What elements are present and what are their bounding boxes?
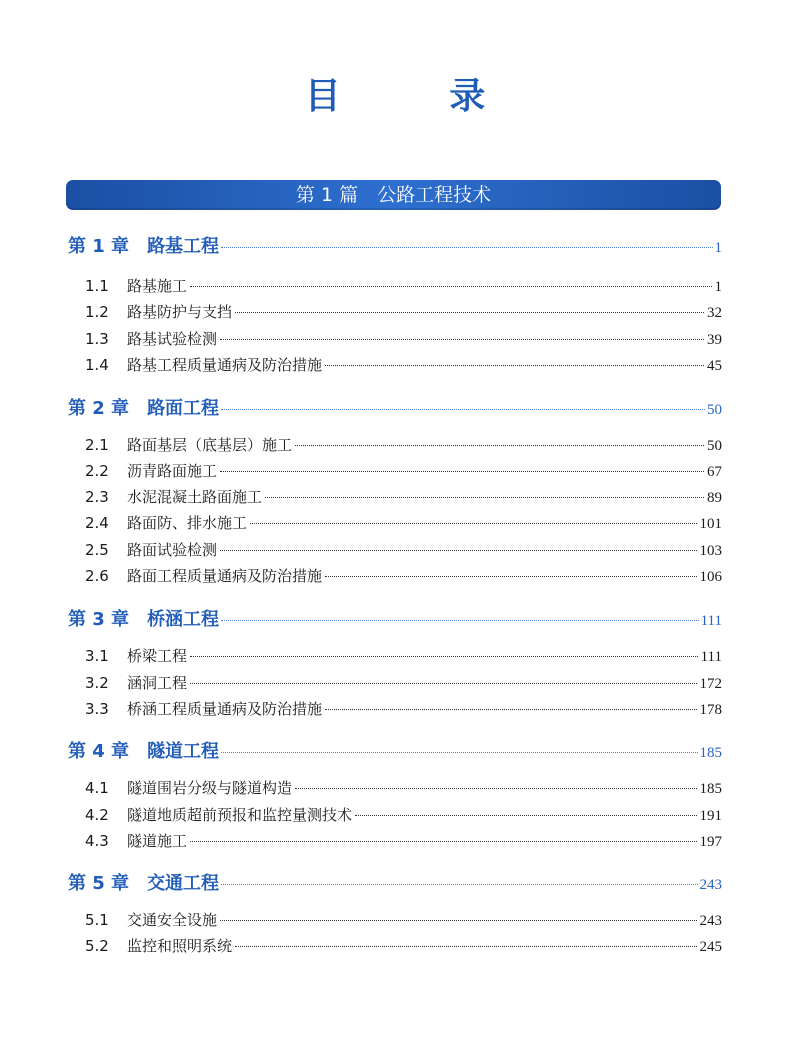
section-page: 178	[699, 702, 722, 718]
dot-leader	[220, 339, 704, 340]
chapter-number: 第 1 章	[68, 236, 130, 257]
section-number: 4.1	[85, 779, 109, 797]
section-entry-2-6[interactable]	[68, 565, 722, 586]
section-title: 交通安全设施	[127, 911, 218, 929]
section-entry-1-3[interactable]	[68, 328, 722, 349]
chapter-title: 路面工程	[147, 398, 220, 419]
chapter-4-entry[interactable]	[68, 737, 722, 763]
section-title: 桥涵工程质量通病及防治措施	[127, 700, 323, 718]
section-entry-4-3[interactable]	[68, 830, 722, 851]
section-number: 3.3	[85, 700, 109, 718]
chapter-3-entry[interactable]	[68, 605, 722, 631]
section-number: 5.2	[85, 937, 109, 955]
section-page: 106	[699, 569, 722, 585]
dot-leader	[190, 656, 698, 657]
section-title: 路面试验检测	[127, 541, 218, 559]
section-number: 3.1	[85, 647, 109, 665]
dot-leader	[221, 752, 697, 753]
chapter-title: 隧道工程	[147, 741, 220, 762]
section-title: 监控和照明系统	[127, 937, 233, 955]
section-number: 3.2	[85, 674, 109, 692]
chapter-title: 交通工程	[147, 873, 220, 894]
chapter-page: 50	[707, 402, 722, 418]
section-title: 路基防护与支挡	[127, 303, 233, 321]
section-number: 5.1	[85, 911, 109, 929]
chapter-5-entry[interactable]	[68, 869, 722, 895]
section-number: 4.2	[85, 806, 109, 824]
dot-leader	[235, 312, 704, 313]
section-entry-5-1[interactable]	[68, 909, 722, 930]
section-page: 67	[707, 464, 722, 480]
section-number: 2.2	[85, 462, 109, 480]
section-number: 1.1	[85, 277, 109, 295]
section-entry-2-2[interactable]	[68, 460, 722, 481]
section-title: 隧道地质超前预报和监控量测技术	[127, 806, 353, 824]
chapter-page: 111	[700, 613, 722, 629]
section-page: 89	[707, 490, 722, 506]
section-page: 111	[700, 649, 722, 665]
section-title: 路基试验检测	[127, 330, 218, 348]
section-number: 2.3	[85, 488, 109, 506]
chapter-page: 1	[714, 240, 722, 256]
section-page: 243	[699, 913, 722, 929]
section-page: 197	[699, 834, 722, 850]
dot-leader	[190, 286, 711, 287]
section-title: 涵洞工程	[127, 674, 188, 692]
dot-leader	[265, 497, 704, 498]
part-banner: 第 1 篇 公路工程技术	[66, 180, 721, 210]
section-page: 245	[699, 939, 722, 955]
dot-leader	[220, 550, 696, 551]
section-page: 50	[707, 438, 722, 454]
dot-leader	[220, 471, 704, 472]
section-title: 隧道施工	[127, 832, 188, 850]
section-entry-1-1[interactable]	[68, 275, 722, 296]
section-entry-1-2[interactable]	[68, 301, 722, 322]
section-number: 1.2	[85, 303, 109, 321]
section-page: 185	[699, 781, 722, 797]
chapter-title: 路基工程	[147, 236, 220, 257]
section-title: 水泥混凝土路面施工	[127, 488, 263, 506]
chapter-page: 185	[699, 745, 722, 761]
section-entry-2-1[interactable]	[68, 434, 722, 455]
dot-leader	[295, 788, 696, 789]
dot-leader	[190, 841, 696, 842]
dot-leader	[190, 683, 696, 684]
chapter-number: 第 2 章	[68, 398, 130, 419]
section-title: 路基工程质量通病及防治措施	[127, 356, 323, 374]
section-entry-2-4[interactable]	[68, 512, 722, 533]
section-number: 2.5	[85, 541, 109, 559]
chapter-number: 第 4 章	[68, 741, 130, 762]
dot-leader	[221, 409, 705, 410]
section-number: 4.3	[85, 832, 109, 850]
section-entry-3-2[interactable]	[68, 672, 722, 693]
section-number: 2.6	[85, 567, 109, 585]
section-title: 沥青路面施工	[127, 462, 218, 480]
dot-leader	[325, 576, 696, 577]
chapter-page: 243	[699, 877, 722, 893]
section-title: 桥梁工程	[127, 647, 188, 665]
section-entry-4-2[interactable]	[68, 804, 722, 825]
section-title: 路面工程质量通病及防治措施	[127, 567, 323, 585]
section-page: 103	[699, 543, 722, 559]
section-entry-3-1[interactable]	[68, 645, 722, 666]
dot-leader	[235, 946, 696, 947]
dot-leader	[221, 620, 699, 621]
section-number: 2.4	[85, 514, 109, 532]
dot-leader	[221, 247, 712, 248]
dot-leader	[355, 815, 696, 816]
section-entry-2-3[interactable]	[68, 486, 722, 507]
section-title: 路基施工	[127, 277, 188, 295]
dot-leader	[221, 884, 697, 885]
dot-leader	[220, 920, 696, 921]
section-page: 39	[707, 332, 722, 348]
chapter-number: 第 3 章	[68, 609, 130, 630]
section-page: 1	[714, 279, 722, 295]
chapter-title: 桥涵工程	[147, 609, 220, 630]
section-entry-4-1[interactable]	[68, 777, 722, 798]
chapter-1-entry[interactable]	[68, 232, 722, 258]
section-number: 1.4	[85, 356, 109, 374]
section-page: 172	[699, 676, 722, 692]
section-page: 191	[699, 808, 722, 824]
chapter-2-entry[interactable]	[68, 394, 722, 420]
dot-leader	[325, 709, 696, 710]
section-entry-5-2[interactable]	[68, 935, 722, 956]
page-title: 目 录	[304, 76, 534, 117]
section-title: 路面基层（底基层）施工	[127, 436, 293, 454]
section-page: 32	[707, 305, 722, 321]
chapter-number: 第 5 章	[68, 873, 130, 894]
section-page: 45	[707, 358, 722, 374]
section-entry-3-3[interactable]	[68, 698, 722, 719]
section-number: 2.1	[85, 436, 109, 454]
section-title: 路面防、排水施工	[127, 514, 248, 532]
dot-leader	[295, 445, 704, 446]
dot-leader	[325, 365, 704, 366]
dot-leader	[250, 523, 696, 524]
section-page: 101	[699, 516, 722, 532]
section-entry-2-5[interactable]	[68, 539, 722, 560]
section-title: 隧道围岩分级与隧道构造	[127, 779, 293, 797]
section-entry-1-4[interactable]	[68, 354, 722, 375]
section-number: 1.3	[85, 330, 109, 348]
